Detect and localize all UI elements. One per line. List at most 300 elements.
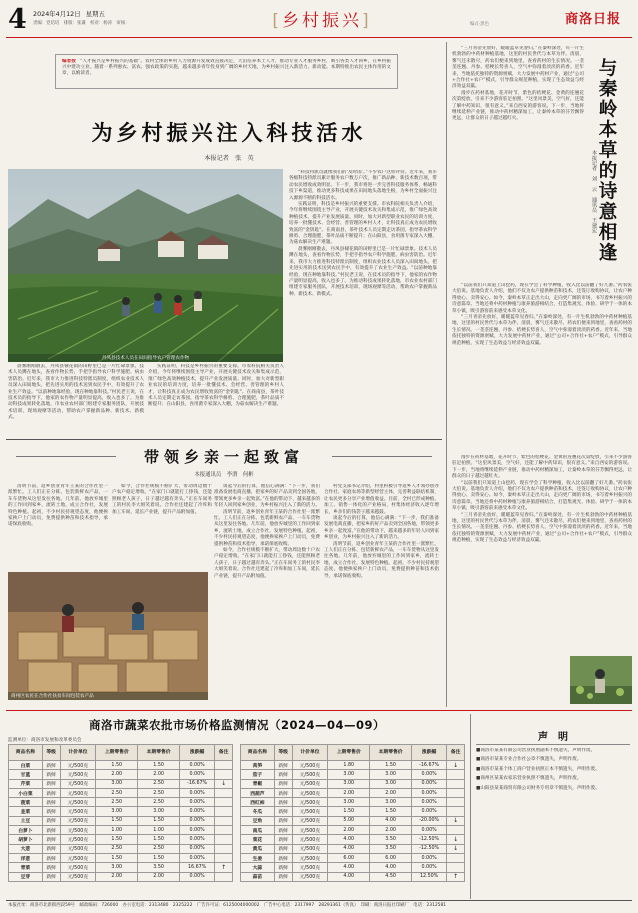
notice-item: ■山阳县某某商贸有限公司财务专用章不慎遗失，声明作废。 [476,785,600,791]
price-cell: 3.50 [370,835,412,844]
price-row [9,863,233,872]
price-cell: 0.00% [180,853,215,862]
price-row [241,844,465,853]
price-table-left [8,744,233,882]
price-cell: 2.00 [328,826,370,835]
price-row [241,853,465,862]
price-cell: 茄子 [241,770,275,779]
price-cell: 新鲜 [274,872,292,881]
price-cell: 6.00 [328,853,370,862]
price-cell: 芹菜 [9,779,43,788]
price-row [9,872,233,881]
notice-item: ■商洛市某某有限公司营业执照副本不慎遗失，声明作废。 [476,748,596,753]
notice-item: ■商洛市某某个体工商户营业执照正本不慎遗失，声明作废。 [476,766,600,772]
section-title: [乡村振兴] [272,11,372,31]
editor-note-box [55,54,398,89]
notice-rule [476,744,630,745]
price-header-cell: 上期零售价 [96,745,138,761]
price-cell: 0.00% [180,798,215,807]
article1-photo [8,169,283,362]
headline-rule-left [16,456,116,457]
price-header-cell: 备注 [215,745,233,761]
price-cell: 蒜苗 [241,872,275,881]
article3-col2 [452,283,632,451]
price-trend-arrow [447,853,465,862]
price-cell: 0.00% [180,872,215,881]
price-cell: 新鲜 [274,826,292,835]
price-trend-arrow: ↓ [447,835,465,844]
price-cell: 新鲜 [42,807,60,816]
price-cell: 4.00 [328,835,370,844]
article2-headline [6,446,442,468]
editor-note-label: 编者按 [62,59,76,64]
article3-col2-text: “以前我们只知道上山挖药，现在学会了科学种植，收入比以前翻了好几番。”药农张大伯说。基地负责人介绍，他们不仅为农户提供种苗和技术，还签订收购协议，让农户种得放心、卖得安心。如今，秦岭本草正走出大山，走向更广阔的市场，书写着乡村振兴的诗意篇章。当地还将中药材种植与康养旅游相结合，打造集观光、体验、研学于一体的本草小镇，吸引游客前来感受本草文化。 [452,283,632,314]
article2-col3 [214,484,320,704]
price-cell: 胡萝卜 [9,835,43,844]
price-cell: 元/500克 [60,798,96,807]
price-cell: 新鲜 [274,761,292,770]
editor-note-text [62,59,391,85]
price-cell: 0.00% [180,826,215,835]
price-trend-arrow [215,826,233,835]
price-cell: 2.00 [96,770,138,779]
price-trend-arrow [215,788,233,797]
price-cell: 1.50 [96,835,138,844]
price-cell: 0.00% [412,853,447,862]
notice-item: ■商州区某某农家乐营业执照不慎遗失，声明作废。 [476,776,582,782]
price-cell: 元/500克 [60,770,96,779]
price-cell: 元/500克 [292,788,328,797]
price-section-title: 商洛市蔬菜农批市场价格监测情况（2024—04—09） [88,718,385,732]
price-row [241,798,465,807]
price-cell: 黄瓜 [241,844,275,853]
price-cell: 2.00 [328,788,370,797]
weekday-text: 星期五 [85,10,105,18]
article2-col4-text: 村党支部书记介绍，村里积极引导返乡人才领办创办合作社、家庭农场等新型经营主体，完善利益联结机制，让农民更多分享产业增值收益。目前，全村已形成种植、加工、销售一体化的产业格局，村集体经济收入逐年增长，乡亲们的钱袋子越来越鼓。 [324,484,439,515]
price-cell: 元/500克 [292,798,328,807]
article2-col1 [8,484,108,568]
price-cell: 3.00 [370,798,412,807]
price-header-cell: 计价单位 [292,745,328,761]
article2-col3-continued: 清明节前，返乡创业青年王某的合作社里一派繁忙。工人们正在分拣、包装新鲜农产品，一车车货物从这里发往各地。几年前，他放弃城里的工作回到家乡，流转土地，成立合作社，发展特色种植。起初，不少村民持观望态度，他便挨家挨户上门动员，免费提供种苗和技术指导，承诺保底收购。 [214,509,320,547]
price-cell: 0.00% [412,779,447,788]
price-cell: 2.00 [138,770,180,779]
article3-col3-continued-2: “三月青帝先放好，暖暖蓝草见春归。”在秦岭深处，有一片生机勃勃的中药材种植基地，这里的村民世代与本草为伴。清晨，雾气还未散尽，药农们便来到地里，查看药材的生长情况。一垄垄连翘、丹参、桔梗长势喜人，空气中弥漫着淡淡的药香。近年来，当地依托独特的资源禀赋，大力发展中药材产业，通过“公司+合作社+农户”模式，引导群众规范种植，实现了生态效益与经济效益双赢。 [452,512,632,544]
price-row [9,770,233,779]
price-cell: 元/500克 [60,816,96,825]
price-cell: 大葱 [9,844,43,853]
price-row [9,788,233,797]
price-row [241,835,465,844]
price-cell: 0.00% [180,816,215,825]
price-cell: 新鲜 [42,816,60,825]
price-cell: 1.50 [96,816,138,825]
price-cell: 1.50 [370,761,412,770]
price-row [9,844,233,853]
price-cell: 0.00% [180,835,215,844]
price-table-right-wrap [240,744,465,882]
price-trend-arrow: ↓ [447,761,465,770]
article2-col4-continued: 谈起今后的打算，他信心满满：“下一步，我们准备发展电商直播，把家乡的好产品卖到全国各地，带领更多乡亲一起致富。”在他的带动下，越来越多的年轻人回到家乡创业，为乡村振兴注入了新的活力。 [324,516,439,541]
article2-col4 [324,484,439,704]
price-row [241,863,465,872]
article2-col2 [112,484,212,568]
footer-rule [6,900,632,901]
price-cell: 4.00 [328,863,370,872]
article1-col3-continued: 实践证明，科技是乡村振兴的重要支撑。市农科院相关负责人介绍，今年将继续围绕主导产业，开展关键技术攻关和集成示范，推广绿色高效种植技术，提升产业发展质量。同时，加大对新型职业农民的培训力度，培养一批懂技术、会经营、善管理的乡村人才，让科技真正成为农民增收致富的“金钥匙”。在商南县，茶叶技术人员定期走访茶园，指导茶农科学修剪、合理施肥，茶叶品质不断提升；在山阳县，食用菌专家深入大棚，为菇农解决生产难题。 [289,202,437,246]
price-cell: 4.00 [328,844,370,853]
price-cell: 0.00% [180,761,215,770]
price-cell: 新鲜 [274,835,292,844]
herb-farmer-illustration [570,656,632,704]
price-cell: 新鲜 [42,798,60,807]
price-header-cell: 本期零售价 [138,745,180,761]
price-cell: 3.50 [370,844,412,853]
issue-date [33,9,105,18]
article3-headline: 与秦岭本草的诗意相逢 [596,58,617,263]
price-unit-note: 监测单位：商洛市发展和改革委员会 [8,738,82,743]
price-header-cell: 等级 [42,745,60,761]
article3-col3-text: 漫步在药材基地，花开时节，紫色的桔梗花、金黄的连翘花次第绽放，引来不少游客驻足拍照。“这里风景美，空气好，还能了解中药知识，很有意义。”来自西安的游客说。下一步，当地将继续延伸产业链，推动中药材精深加工，让秦岭本草的芬芳飘得更远，让群众的日子越过越红火。 [452,455,632,480]
article-divider [6,439,442,440]
article1-col1-text: 晨雾刚刚散去，丹凤县棣花镇的田野里已是一片忙碌景象。技术人员蹲在地头，查看作物长势，手把手指导农户科学施肥、病虫害防治。近年来，我市大力推进科技特派员制度，组织农业技术人员深入田间地头，把先进实用的技术送到农民手中，有效提升了农业生产效益。“以前种地靠经验，现在种地靠科技。”村民老王说，在技术员的指导下，他家的农作物产量明显提高，收入也多了。为推动科技成果转化落地，市农业农村部门组建专家服务团队，开展技术培训、现场观摩等活动，帮助农户掌握新品种、新技术、新模式。 [8,364,144,421]
price-cell: 西红柿 [241,798,275,807]
price-cell: 新鲜 [42,863,60,872]
price-cell: 2.00 [370,826,412,835]
price-cell: 2.00 [138,872,180,881]
price-cell: 元/500克 [60,788,96,797]
price-cell: 元/500克 [292,853,328,862]
article1-photo-caption: 丹凤县技术人员在田间指导农户管理农作物 [8,354,283,362]
price-cell: 1.50 [138,761,180,770]
article2-photo1-caption: 商州区农民在合作社扶贫车间包装农产品 [8,692,208,700]
price-row [241,807,465,816]
price-row [9,853,233,862]
price-cell: 新鲜 [42,844,60,853]
price-cell: 菠菜 [9,798,43,807]
price-cell: 3.00 [328,770,370,779]
price-cell: 新鲜 [274,863,292,872]
price-cell: 2.00 [370,788,412,797]
price-trend-arrow [447,788,465,797]
price-cell: 0.00% [412,826,447,835]
article1-col2 [148,364,284,434]
price-cell: 元/500克 [292,826,328,835]
price-cell: 小白菜 [9,788,43,797]
price-cell: 元/500克 [292,761,328,770]
price-cell: 元/500克 [292,770,328,779]
price-cell: -12.50% [412,844,447,853]
article2-byline: 本报通讯员 李渭 何彬 [194,472,254,478]
price-cell: 元/500克 [60,761,96,770]
price-trend-arrow [447,779,465,788]
article3-byline: 本报记者 刘 云 通讯员 王建宏 [591,150,597,234]
price-cell: 菜花 [241,835,275,844]
article3-col3-continued: “以前我们只知道上山挖药，现在学会了科学种植，收入比以前翻了好几番。”药农张大伯说。基地负责人介绍，他们不仅为农户提供种苗和技术，还签订收购协议，让农户种得放心、卖得安心。如今，秦岭本草正走出大山，走向更广阔的市场，书写着乡村振兴的诗意篇章。当地还将中药材种植与康养旅游相结合，打造集观光、体验、研学于一体的本草小镇，吸引游客前来感受本草文化。 [452,480,632,512]
price-cell: 新鲜 [42,872,60,881]
price-cell: 新鲜 [42,853,60,862]
price-cell: 0.00% [412,863,447,872]
section-title-text: 乡村振兴 [282,11,362,31]
article1-col3-text: “科技特派员就像我们的‘及时雨’。”不少农户这样评价。近年来，我市各级科技特派员累计服务农户数万户次，推广新品种、新技术数百项，带动农民增收成效明显。下一步，我市将进一步完善科技服务体系，畅通科技下乡渠道，推动更多科技成果在田间地头落地生根，为乡村全面振兴注入源源不断的科技活水。 [289,170,437,201]
price-cell: 0.00% [180,844,215,853]
price-cell: 2.50 [96,788,138,797]
price-cell: 元/500克 [292,844,328,853]
price-cell: -16.67% [412,761,447,770]
headline-rule-right [332,456,432,457]
price-cell: 新鲜 [274,788,292,797]
price-cell: 土豆 [9,816,43,825]
price-cell: 16.67% [180,863,215,872]
price-row [9,816,233,825]
price-cell: 6.00 [370,853,412,862]
price-cell: 2.50 [96,844,138,853]
price-trend-arrow [215,844,233,853]
price-cell: 2.50 [138,798,180,807]
price-trend-arrow [215,872,233,881]
price-cell: 2.50 [138,788,180,797]
notice-divider [470,714,471,899]
price-cell: 4.00 [370,863,412,872]
price-trend-arrow [447,863,465,872]
price-header-cell: 商品名称 [9,745,43,761]
price-cell: 4.00 [370,816,412,825]
price-cell: 元/500克 [60,844,96,853]
price-cell: 1.50 [138,816,180,825]
price-cell: 0.00% [412,788,447,797]
price-row [241,826,465,835]
price-row [9,826,233,835]
price-cell: 3.00 [328,779,370,788]
price-row [241,761,465,770]
price-trend-arrow [215,770,233,779]
date-text: 2024年4月12日 [33,10,81,18]
price-cell: 3.00 [96,807,138,816]
price-cell: 2.50 [138,844,180,853]
price-cell: 青菜 [9,863,43,872]
workshop-boxes-illustration [8,572,208,700]
price-header-cell: 上期零售价 [328,745,370,761]
price-cell: 新鲜 [42,761,60,770]
price-row [241,788,465,797]
price-cell: 新鲜 [274,798,292,807]
price-row [9,761,233,770]
price-cell: 0.00% [180,807,215,816]
price-trend-arrow [447,826,465,835]
price-trend-arrow [447,798,465,807]
price-cell: 元/500克 [292,872,328,881]
article3-photo [570,656,632,704]
price-cell: 新鲜 [274,844,292,853]
article1-col1 [8,364,144,434]
article3-col1 [452,46,584,280]
masthead [0,0,638,40]
price-trend-arrow [215,807,233,816]
price-cell: 甘蓝 [9,770,43,779]
price-cell: 4.50 [370,872,412,881]
article1-byline: 本报记者 张 英 [204,155,254,162]
article1-headline: 为乡村振兴注入科技活水 [91,121,367,145]
price-cell: 元/500克 [292,779,328,788]
price-cell: 西葫芦 [241,788,275,797]
price-cell: 新鲜 [274,816,292,825]
price-table-left-wrap [8,744,233,882]
price-cell: 2.50 [138,779,180,788]
article2-col2-text: 如今，合作社规模不断扩大，带动周边数十户农户稳定增收。“在家门口就能打工挣钱，还能照顾老人孩子，日子越过越有奔头。”正在车间务工的村民李大姐笑着说。合作社还建起了冷库和加工车间，延长产业链，提升产品附加值。 [112,484,212,515]
price-cell: 元/500克 [60,863,96,872]
price-cell: 12.50% [412,872,447,881]
price-cell: 3.00 [328,798,370,807]
price-cell: 洋葱 [9,853,43,862]
price-trend-arrow [447,807,465,816]
price-cell: 生姜 [241,853,275,862]
price-cell: 南瓜 [241,826,275,835]
page-number: 4 [8,4,27,35]
price-header-cell: 计价单位 [60,745,96,761]
price-cell: 0.00% [412,798,447,807]
notice-item: ■商洛市某某专业合作社公章不慎遗失，声明作废。 [476,757,582,763]
footer-text: 本报社址：商洛市北新街西段59号 邮政编码：726000 办公室电话：2313480 2325222 广告许可证：6125004000002 广告中心电话：2317997 28293361（传真） 印刷：商洛日报社印刷厂 电话：2312581 [8,903,447,908]
price-cell: 韭菜 [9,807,43,816]
price-cell: 新鲜 [274,807,292,816]
price-cell: 新鲜 [42,826,60,835]
article2-photo-1 [8,572,208,700]
price-cell: 大蒜 [241,863,275,872]
price-cell: 3.00 [370,779,412,788]
price-cell: 新鲜 [42,770,60,779]
price-cell: 新鲜 [42,835,60,844]
price-cell: 1.50 [138,835,180,844]
price-header-cell: 备注 [447,745,465,761]
price-cell: 冬瓜 [241,807,275,816]
price-cell: 3.50 [138,863,180,872]
price-cell: 豆芽 [9,872,43,881]
price-header-cell: 商品名称 [241,745,275,761]
field-village-illustration [8,169,283,362]
price-cell: 1.50 [96,853,138,862]
price-cell: 0.00% [412,807,447,816]
price-cell: -16.67% [180,779,215,788]
price-trend-arrow [215,816,233,825]
price-cell: 5.00 [328,816,370,825]
price-cell: -20.00% [412,816,447,825]
price-cell: 3.00 [138,807,180,816]
price-cell: 0.00% [412,770,447,779]
price-cell: 新鲜 [274,770,292,779]
price-cell: 白菜 [9,761,43,770]
price-row [9,835,233,844]
price-cell: 豆角 [241,816,275,825]
article2-headline-text: 带领乡亲一起致富 [143,448,304,466]
price-cell: 元/500克 [60,779,96,788]
price-cell: 1.50 [96,761,138,770]
price-cell: 4.00 [328,872,370,881]
price-cell: 青椒 [241,779,275,788]
price-trend-arrow [215,761,233,770]
price-cell: 莴笋 [241,761,275,770]
price-trend-arrow [447,770,465,779]
editor-note-body: “人才振兴是乡村振兴的基础”。农村全体的乡村人力资源开发成效直接决定，天泊培养本土人才，推动专业人才服务乡村，吸引各类人才回乡，在乡村振兴中建功立业。随着一系列惠农、富农、强农政策的实施，越来越多青年投身到广阔的乡村天地，为乡村振兴注入新活力、新动能。本期特推出农民主体作用的文章，以飨读者。 [62,59,391,77]
price-row [241,779,465,788]
price-row [241,770,465,779]
price-cell: 新鲜 [274,779,292,788]
price-cell: 2.00 [96,872,138,881]
price-cell: 元/500克 [292,807,328,816]
price-row [9,779,233,788]
price-cell: 白萝卜 [9,826,43,835]
price-cell: 元/500克 [60,872,96,881]
price-trend-arrow [215,853,233,862]
price-row [9,798,233,807]
price-row [241,872,465,881]
price-cell: -12.50% [412,835,447,844]
price-cell: 新鲜 [42,779,60,788]
price-trend-arrow [215,798,233,807]
price-section-top-rule [6,710,632,711]
price-cell: 0.00% [180,770,215,779]
price-cell: 1.80 [328,761,370,770]
price-trend-arrow: ↑ [447,872,465,881]
price-cell: 1.50 [328,807,370,816]
price-cell: 元/500克 [292,835,328,844]
price-cell: 新鲜 [42,788,60,797]
paper-name-logo: 商洛日报 [565,12,622,27]
staff-line: 责编：党培培 排版：张谦 校对：杨涛 审核： [33,21,130,26]
price-cell: 1.00 [96,826,138,835]
price-cell: 1.50 [370,807,412,816]
price-cell: 元/500克 [60,835,96,844]
article2-col3-continued-2: 如今，合作社规模不断扩大，带动周边数十户农户稳定增收。“在家门口就能打工挣钱，还能照顾老人孩子，日子越过越有奔头。”正在车间务工的村民李大姐笑着说。合作社还建起了冷库和加工车间，延长产业链，提升产品附加值。 [214,548,320,579]
price-cell: 2.50 [96,798,138,807]
article1-col2-text: 实践证明，科技是乡村振兴的重要支撑。市农科院相关负责人介绍，今年将继续围绕主导产业，开展关键技术攻关和集成示范，推广绿色高效种植技术，提升产业发展质量。同时，加大对新型职业农民的培训力度，培养一批懂技术、会经营、善管理的乡村人才，让科技真正成为农民增收致富的“金钥匙”。在商南县，茶叶技术人员定期走访茶园，指导茶农科学修剪、合理施肥，茶叶品质不断提升；在山阳县，食用菌专家深入大棚，为菇农解决生产难题。 [148,364,284,408]
price-cell: 元/500克 [60,826,96,835]
article3-col1-continued: 漫步在药材基地，花开时节，紫色的桔梗花、金黄的连翘花次第绽放，引来不少游客驻足拍照。“这里风景美，空气好，还能了解中药知识，很有意义。”来自西安的游客说。下一步，当地将继续延伸产业链，推动中药材精深加工，让秦岭本草的芬芳飘得更远，让群众的日子越过越红火。 [452,90,584,122]
article2-col3-text: 谈起今后的打算，他信心满满：“下一步，我们准备发展电商直播，把家乡的好产品卖到全国各地，带领更多乡亲一起致富。”在他的带动下，越来越多的年轻人回到家乡创业，为乡村振兴注入了新的活力。 [214,484,320,509]
price-trend-arrow: ↓ [215,779,233,788]
masthead-rule [6,37,632,38]
price-cell: 元/500克 [60,853,96,862]
price-header-cell: 涨跌幅 [180,745,215,761]
price-table-right [240,744,465,882]
price-cell: 3.00 [370,770,412,779]
article3-col2-continued: “三月青帝先放好，暖暖蓝草见春归。”在秦岭深处，有一片生机勃勃的中药材种植基地，这里的村民世代与本草为伴。清晨，雾气还未散尽，药农们便来到地里，查看药材的生长情况。一垄垄连翘、丹参、桔梗长势喜人，空气中弥漫着淡淡的药香。近年来，当地依托独特的资源禀赋，大力发展中药材产业，通过“公司+合作社+农户”模式，引导群众规范种植，实现了生态效益与经济效益双赢。 [452,315,632,346]
article1-col3-continued-2: 晨雾刚刚散去，丹凤县棣花镇的田野里已是一片忙碌景象。技术人员蹲在地头，查看作物长势，手把手指导农户科学施肥、病虫害防治。近年来，我市大力推进科技特派员制度，组织农业技术人员深入田间地头，把先进实用的技术送到农民手中，有效提升了农业生产效益。“以前种地靠经验，现在种地靠科技。”村民老王说，在技术员的指导下，他家的农作物产量明显提高，收入也多了。为推动科技成果转化落地，市农业农村部门组建专家服务团队，开展技术培训、现场观摩等活动，帮助农户掌握新品种、新技术、新模式。 [289,246,437,297]
price-trend-arrow: ↓ [447,816,465,825]
article3-col1-text: “三月青帝先放好，暖暖蓝草见春归。”在秦岭深处，有一片生机勃勃的中药材种植基地，这里的村民世代与本草为伴。清晨，雾气还未散尽，药农们便来到地里，查看药材的生长情况。一垄垄连翘、丹参、桔梗长势喜人，空气中弥漫着淡淡的药香。近年来，当地依托独特的资源禀赋，大力发展中药材产业，通过“公司+合作社+农户”模式，引导群众规范种植，实现了生态效益与经济效益双赢。 [452,46,584,90]
price-cell: 新鲜 [274,853,292,862]
column-divider [446,42,447,707]
edition-note: 编式·黑色 [470,22,489,27]
price-header-cell: 涨跌幅 [412,745,447,761]
article2-col1-text: 清明节前，返乡创业青年王某的合作社里一派繁忙。工人们正在分拣、包装新鲜农产品，一车车货物从这里发往各地。几年前，他放弃城里的工作回到家乡，流转土地，成立合作社，发展特色种植。起初，不少村民持观望态度，他便挨家挨户上门动员，免费提供种苗和技术指导，承诺保底收购。 [8,484,108,528]
price-cell: 元/500克 [292,816,328,825]
price-cell: 3.00 [96,779,138,788]
price-cell: 1.00 [138,826,180,835]
price-trend-arrow: ↓ [447,844,465,853]
price-cell: 元/500克 [292,863,328,872]
price-trend-arrow: ↑ [215,863,233,872]
notice-title: 声 明 [538,732,568,743]
article2-col4-continued-2: 清明节前，返乡创业青年王某的合作社里一派繁忙。工人们正在分拣、包装新鲜农产品，一车车货物从这里发往各地。几年前，他放弃城里的工作回到家乡，流转土地，成立合作社，发展特色种植。起初，不少村民持观望态度，他便挨家挨户上门动员，免费提供种苗和技术指导，承诺保底收购。 [324,541,439,579]
price-header-cell: 等级 [274,745,292,761]
price-cell: 元/500克 [60,807,96,816]
price-header-cell: 本期零售价 [370,745,412,761]
price-trend-arrow [215,835,233,844]
price-cell: 1.50 [138,853,180,862]
article1-col3 [289,170,437,434]
price-row [241,816,465,825]
price-cell: 0.00% [180,788,215,797]
